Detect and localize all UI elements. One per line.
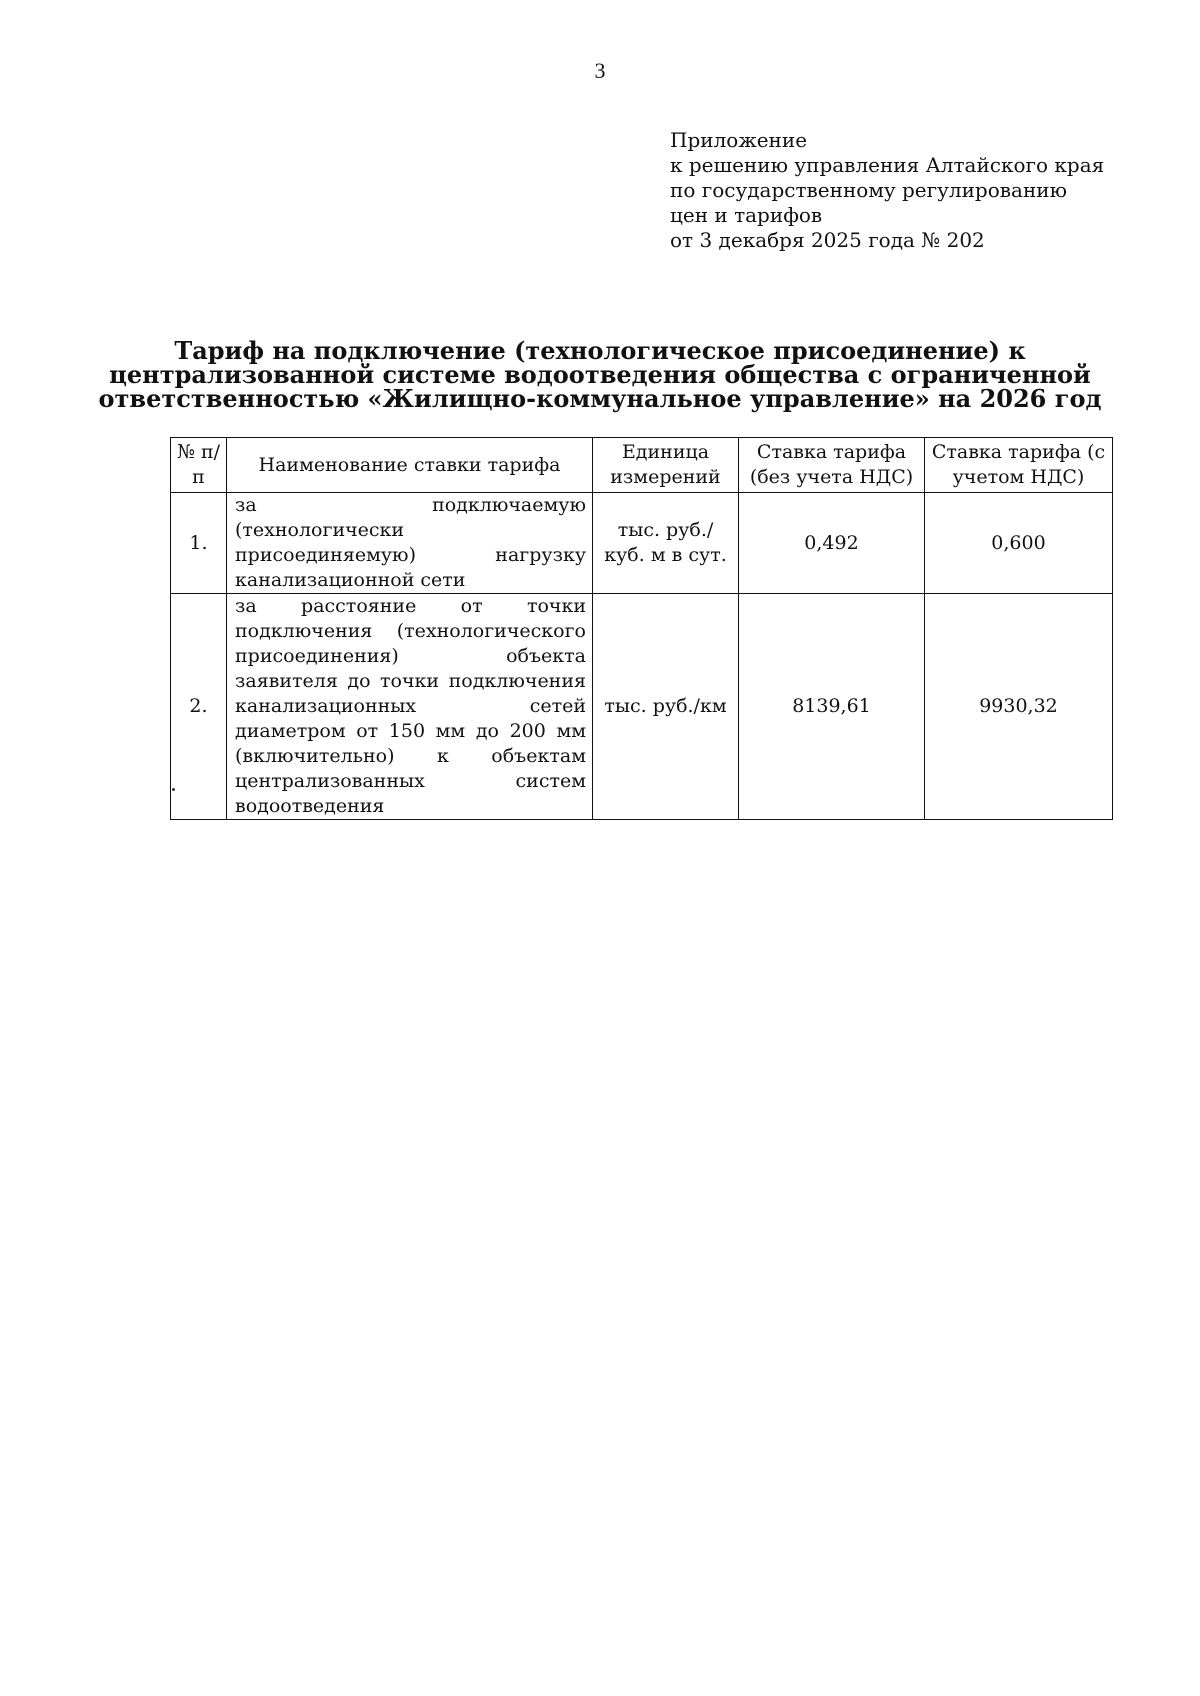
- title-line: ответственностью «Жилищно-коммунальное управление» на 2026 год: [98, 384, 1102, 413]
- appendix-line: Приложение: [670, 128, 808, 152]
- row-rate-with-vat: 9930,32: [925, 594, 1113, 820]
- appendix-line: от 3 декабря 2025 года № 202: [670, 228, 985, 252]
- row-rate-without-vat: 8139,61: [739, 594, 925, 820]
- tariff-table: [170, 437, 1113, 820]
- row-num: 1.: [171, 493, 227, 594]
- row-rate-with-vat: 0,600: [925, 493, 1113, 594]
- row-unit: тыс. руб./км: [593, 594, 739, 820]
- scan-dot: [172, 788, 175, 791]
- header-num: № п/п: [171, 438, 227, 493]
- table-row: [171, 594, 1113, 820]
- row-unit: тыс. руб./ куб. м в сут.: [593, 493, 739, 594]
- header-unit: Единица измерений: [593, 438, 739, 493]
- title-line: централизованной системе водоотведения общества с ограниченной: [109, 360, 1091, 389]
- appendix-line: по государственному регулированию: [670, 178, 1068, 202]
- header-name: Наименование ставки тарифа: [227, 438, 593, 493]
- title-line: Тариф на подключение (технологическое присоединение) к: [174, 336, 1026, 365]
- row-name: за подключаемую (технологически присоединяемую) нагрузку канализационной сети: [227, 493, 593, 594]
- header-rate-without-vat: Ставка тарифа (без учета НДС): [739, 438, 925, 493]
- page-number: 3: [594, 58, 606, 83]
- appendix-line: к решению управления Алтайского края: [670, 153, 1105, 177]
- document-title: [80, 336, 1120, 413]
- appendix-line: цен и тарифов: [670, 203, 823, 227]
- row-rate-without-vat: 0,492: [739, 493, 925, 594]
- row-name: за расстояние от точки подключения (технологического присоединения) объекта заявителя до точки подключения канализационных сетей диаметром от 150 мм до 200 мм (включительно) к объектам централизованных систем водоотведения: [227, 594, 593, 820]
- table-row: [171, 493, 1113, 594]
- appendix-block: [670, 128, 1170, 253]
- header-rate-with-vat: Ставка тарифа (с учетом НДС): [925, 438, 1113, 493]
- row-num: 2.: [171, 594, 227, 820]
- table-header-row: [171, 438, 1113, 493]
